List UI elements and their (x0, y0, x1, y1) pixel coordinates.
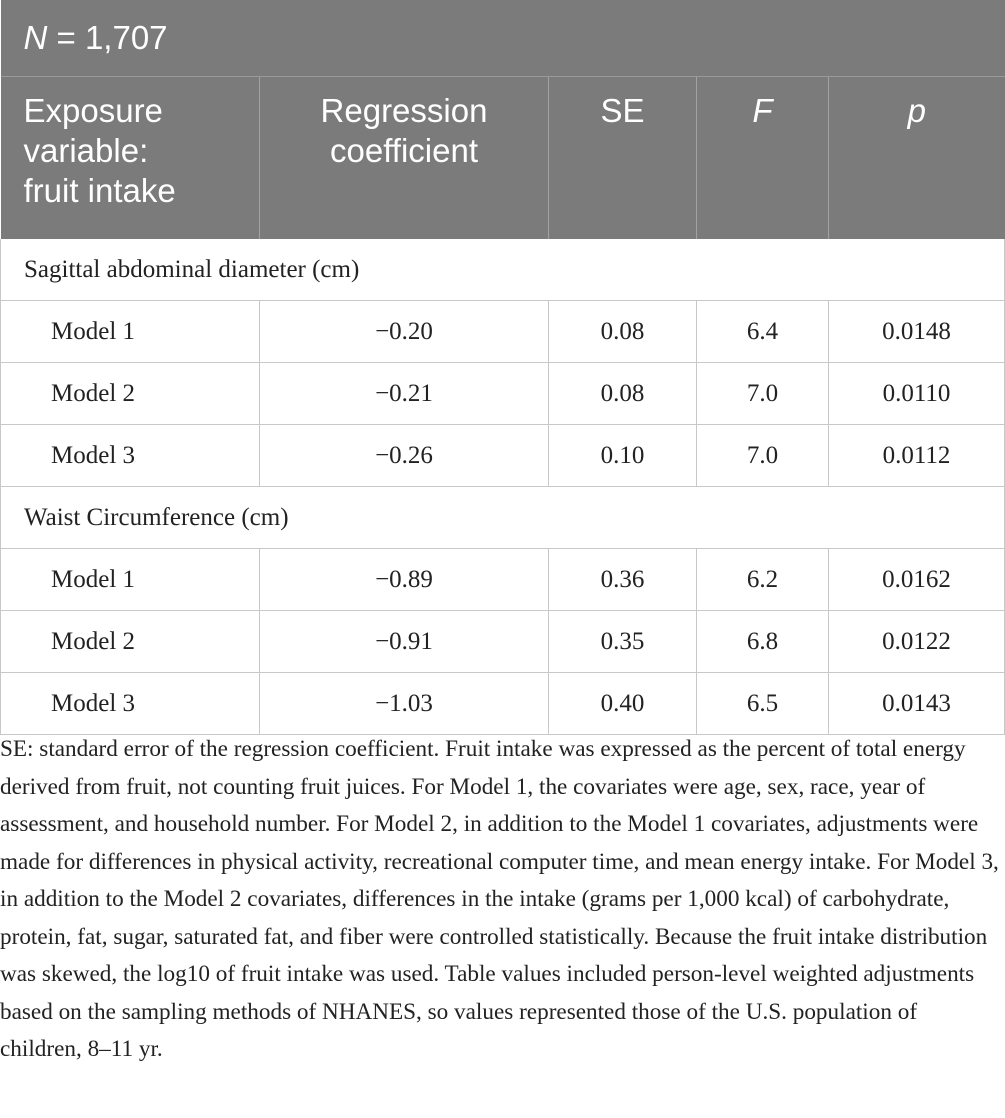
header-se: SE (549, 77, 697, 240)
p-value-cell: 0.0162 (829, 549, 1005, 611)
se-cell: 0.08 (549, 301, 697, 363)
header-p: p (829, 77, 1005, 240)
coefficient-cell: −0.20 (260, 301, 549, 363)
section-title: Sagittal abdominal diameter (cm) (1, 239, 1005, 301)
model-cell: Model 1 (1, 301, 260, 363)
section-row (1, 239, 1005, 301)
table-row (1, 425, 1005, 487)
sample-size-label: N = 1,707 (1, 0, 1005, 77)
coefficient-cell: −1.03 (260, 673, 549, 735)
table-row (1, 301, 1005, 363)
header-exposure: Exposure variable: fruit intake (1, 77, 260, 240)
model-cell: Model 1 (1, 549, 260, 611)
se-cell: 0.40 (549, 673, 697, 735)
model-cell: Model 3 (1, 425, 260, 487)
coefficient-cell: −0.26 (260, 425, 549, 487)
header-row (1, 77, 1005, 240)
se-cell: 0.08 (549, 363, 697, 425)
table-row (1, 549, 1005, 611)
header-coefficient: Regression coefficient (260, 77, 549, 240)
f-cell: 6.5 (697, 673, 829, 735)
p-value-cell: 0.0148 (829, 301, 1005, 363)
coefficient-cell: −0.89 (260, 549, 549, 611)
f-cell: 7.0 (697, 425, 829, 487)
se-cell: 0.35 (549, 611, 697, 673)
p-value-cell: 0.0110 (829, 363, 1005, 425)
se-cell: 0.36 (549, 549, 697, 611)
section-title: Waist Circumference (cm) (1, 487, 1005, 549)
table-row (1, 673, 1005, 735)
model-cell: Model 2 (1, 363, 260, 425)
model-cell: Model 3 (1, 673, 260, 735)
header-f: F (697, 77, 829, 240)
p-value-cell: 0.0143 (829, 673, 1005, 735)
coefficient-cell: −0.91 (260, 611, 549, 673)
model-cell: Model 2 (1, 611, 260, 673)
se-cell: 0.10 (549, 425, 697, 487)
f-cell: 7.0 (697, 363, 829, 425)
section-row (1, 487, 1005, 549)
table-row (1, 611, 1005, 673)
p-value-cell: 0.0122 (829, 611, 1005, 673)
p-value-cell: 0.0112 (829, 425, 1005, 487)
table-row (1, 363, 1005, 425)
f-cell: 6.4 (697, 301, 829, 363)
table-footnote: SE: standard error of the regression coefficient. Fruit intake was expressed as the percent of total energy derived from fruit, not counting fruit juices. For Model 1, the covariates were age, sex, race, year of assessment, and household number. For Model 2, in addition to the Model 1 covariates, adjustments were made for differences in physical activity, recreational computer time, and mean energy intake. For Model 3, in addition to the Model 2 covariates, differences in the intake (grams per 1,000 kcal) of carbohydrate, protein, fat, sugar, saturated fat, and fiber were controlled statistically. Because the fruit intake distribution was skewed, the log10 of fruit intake was used. Table values included person-level weighted adjustments based on the sampling methods of NHANES, so values represented those of the U.S. population of children, 8–11 yr. (0, 736, 999, 1062)
sample-size-row (1, 0, 1005, 77)
coefficient-cell: −0.21 (260, 363, 549, 425)
f-cell: 6.8 (697, 611, 829, 673)
f-cell: 6.2 (697, 549, 829, 611)
